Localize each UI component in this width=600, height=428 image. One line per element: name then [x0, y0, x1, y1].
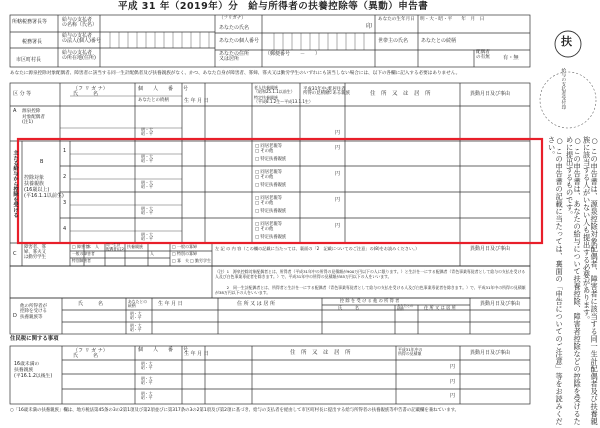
era-choices-3: 明・大 昭・平 [141, 206, 153, 215]
payer-name-label: 給与の支払者 の名称（氏名） [62, 17, 98, 28]
d-col-address: 住 所 又 は 居 所 [237, 301, 275, 307]
d-col-relation: あなたとの 続柄 [128, 299, 147, 308]
label-main-payer: 主たる給与から控除を受ける [12, 150, 19, 218]
r-yen-2: 円 [450, 379, 456, 385]
col-relation: あなたとの続柄 [138, 98, 169, 103]
c-principal-label: 本 人 [87, 244, 99, 249]
col-birth: 生 年 月 日 [184, 98, 209, 104]
checkbox-disabled[interactable]: □ 障害者 [72, 244, 90, 249]
col-change: 異動月日及び事由 [470, 91, 511, 97]
side-note-1: ○ この申告書の記載に当たっては、裏面の「申告についてのご注意」等をお読みください。 [547, 136, 565, 426]
era-choices-2: 明・大 昭・平 [141, 180, 153, 189]
label-under-16: 16歳未満の 扶養親族 (平16.1.2以後生) [14, 362, 53, 379]
postal-code-label: （郵便番号 － ） [265, 51, 321, 57]
relation-label: あなたとの続柄 [421, 38, 457, 44]
r-col-birth: 生 年 月 日 [184, 351, 209, 357]
d-col-change: 異動月日及び事由 [480, 301, 521, 307]
d-col-deduct-header: 控 除 を 受 け る 他 の 所 得 者 [340, 298, 400, 303]
spouse-presence-label: 配偶者 の有無 [476, 50, 490, 60]
row-letter-d: D [13, 313, 17, 319]
r-era-2: 明・大 昭・平 [141, 376, 153, 385]
d-col-d-address: 住 所 又 は 居 所 [424, 305, 456, 310]
checkbox-specific-4[interactable]: □ 特定扶養親族 [255, 235, 287, 240]
checkbox-cohab-2[interactable]: □ 同居老親等 □ その他 [255, 170, 282, 181]
checkbox-widower[interactable]: □ 寡 夫 [172, 258, 190, 263]
r-era-1: 明・大 昭・平 [141, 361, 153, 370]
c-persons-label: 人 [150, 251, 154, 256]
c-dependents-label: 扶養親族 [127, 244, 143, 249]
r-yen-1: 円 [450, 364, 456, 370]
side-note-3: ○ この申告書は、源泉控除対象配偶者、障害者に該当する同一生計配偶者及び扶養親族に該当する人がいない人も提出する必要があります。 [582, 136, 600, 426]
tax-office-head-label: 所轄税務署長等 [12, 19, 48, 25]
stamp-label: 扶 [561, 35, 572, 48]
yen-2: 円 [335, 171, 341, 177]
col-name: （フ リ ガ ナ） 氏 名 [73, 86, 108, 97]
checkbox-cohab-4[interactable]: □ 同居老親等 □ その他 [255, 222, 282, 233]
r-col-address: 住 所 又 は 居 所 [290, 350, 351, 356]
d-era-1: 明・大 昭・平 [130, 311, 142, 320]
your-address-label: あなたの住所 又は居所 [219, 51, 250, 62]
row-num-3: 3 [63, 200, 67, 206]
r-col-change: 異動月日及び事由 [470, 350, 511, 356]
yen-a: 円 [335, 130, 341, 136]
c-spouse-label: 同一生計 配偶者(注2) [106, 243, 126, 251]
furigana-label: （フリガナ） [219, 16, 246, 21]
side-note-2: ○ この申告書は、あなたの給与について扶養控除、障害者控除などの控除を受けるために提出するものです。 [565, 136, 583, 426]
r-col-name: （フ リ ガ ナ） 氏 名 [73, 348, 108, 359]
col-old: 老人扶養親族 （昭和25.1.1以前生） [254, 85, 295, 94]
checkbox-specific-3[interactable]: □ 特定扶養親族 [255, 209, 287, 214]
c-note: 左 記 の 内 容（この欄の記載に当たっては、裏面の「2 記載についてのご注意」の(8)をお読みください。） [215, 246, 420, 251]
col-kojin-number: 個 人 番 号 [138, 86, 189, 92]
d-col-d-name: 氏 名 [338, 305, 359, 310]
col-income: 平成31年中の 所得の見積額 [303, 87, 331, 97]
era-choices-4: 明・大 昭・平 [141, 232, 153, 241]
c-general-label: 一般の障害者 [72, 251, 95, 256]
row-letter-a: A [13, 108, 17, 114]
col-nonresident: 非居住者 である親族 [328, 87, 350, 97]
yen-1: 円 [335, 145, 341, 151]
checkbox-cohab-1[interactable]: □ 同居老親等 □ その他 [255, 144, 282, 155]
form-title: 平成 31 年（2019年）分 給与所得者の扶養控除等（異動）申告書 [118, 1, 429, 12]
label-dependents: 控除対象 扶養親族 (16歳以上) (平16.1.1以前生) [24, 175, 64, 199]
label-disability: 障害者、寡 婦、寡夫又 は勤労学生 [24, 245, 46, 261]
d-col-d-relation: あなたとの 続柄 [397, 304, 414, 312]
col-address: 住 所 又 は 居 所 [370, 91, 431, 97]
r-yen-3: 円 [450, 393, 456, 399]
resident-tax-heading: 住民税に関する事項 [10, 336, 59, 342]
era-choices-1: 明・大 昭・平 [141, 154, 153, 163]
col-special: 特定扶養親族 （平成8.1.2生～平成13.1.1生） [254, 95, 313, 104]
checkbox-widow-general[interactable]: □ 一般の寡婦 [172, 244, 198, 249]
tax-office-label: 税務署長 [22, 39, 43, 45]
checkbox-cohab-3[interactable]: □ 同居老親等 □ その他 [255, 196, 282, 207]
col-kubun: 区 分 等 [13, 91, 32, 97]
r-col-income: 平成31年中の 所得の見積額 [398, 347, 423, 356]
d-col-birth: 生 年 月 日 [158, 301, 183, 307]
instruction-notice: あなたに源泉控除対象配偶者、障害者に該当する同一生計配偶者及び扶養親族がなく、かつ、あなた自身が障害者、寡婦、寡夫又は勤労学生のいずれにも該当しない場合には、以下の各欄に記入する必要はありません。 [10, 71, 461, 76]
c-change: 異動月日及び事由 [470, 246, 511, 252]
your-name-label: あなたの氏名 [219, 25, 250, 31]
checkbox-specific-1[interactable]: □ 特定扶養親族 [255, 157, 287, 162]
birth-value: 明・大・昭・平 年 月 日 [420, 17, 485, 22]
label-other-payer: 他の所得者が 控除を受ける 扶養親族等 [20, 304, 47, 320]
seal-mark: 印 [366, 23, 373, 30]
d-era-2: 明・大 昭・平 [130, 323, 142, 332]
row-num-1: 1 [63, 148, 67, 154]
era-choices-a: 明・大 昭・平 [141, 127, 153, 136]
your-number-label: あなたの個人番号 [219, 38, 260, 44]
label-spouse: 源泉控除 対象配偶者 (注1) [22, 109, 45, 125]
checkbox-specific-2[interactable]: □ 特定扶養親族 [255, 183, 287, 188]
payer-number-label: 給与の支払者 の法人(個人)番号 [62, 33, 101, 44]
d-col-name: 氏 名 [78, 301, 104, 307]
footer-note: ○「16歳未満の扶養親族」欄は、地方税法第45条の3の2第1項及び第2項並びに第317条の3の2第1項及び第2項に基づき、給与の支払者を経由して市区町村長に提出する給与所得者の扶養親族等申告書の記載欄を兼ねています。 [10, 408, 460, 413]
row-num-4: 4 [63, 226, 67, 232]
r-era-3: 明・大 昭・平 [141, 391, 153, 400]
checkbox-widow-special[interactable]: □ 特別の寡婦 [172, 251, 198, 256]
note-2: 2 同一生計配偶者とは、所得者と生計を一にする配偶者（青色事業専従者として給与の支払を受ける人及び白色事業専従者を除きます。）で、平成31年中の所得の見積額が38万円以下の人をいいます。 [215, 285, 526, 296]
yen-3: 円 [335, 197, 341, 203]
yen-4: 円 [335, 223, 341, 229]
city-label: 市区町村長 [16, 57, 42, 63]
row-letter-c: C [13, 251, 17, 257]
c-special-label: 特別障害者 [72, 258, 91, 263]
birth-label: あなたの生年月日 [378, 17, 415, 22]
household-head-label: 世帯主の氏名 [378, 38, 409, 44]
row-num-2: 2 [63, 174, 67, 180]
row-letter-b: B [40, 159, 44, 165]
note-1: （注）1 源泉控除対象配偶者とは、所得者（平成31年中の所得の見積額が900万円以下の人に限ります。）と生計を一にする配偶者（青色事業専従者として給与の支払を受ける人及び白色事業専従者を除きます。）で、平成31年中の所得の見積額が85万円以下の人をいいます。 [215, 269, 526, 280]
payer-address-label: 給与の支払者 の所在地(住所) [62, 50, 96, 61]
r-col-kojin: 個 人 番 号 [138, 347, 189, 353]
spouse-presence-value: 有・無 [503, 55, 519, 61]
checkbox-student[interactable]: □ 勤労学生 [190, 258, 212, 263]
stamp-caption: 給与の支払者受付印 [560, 68, 566, 110]
